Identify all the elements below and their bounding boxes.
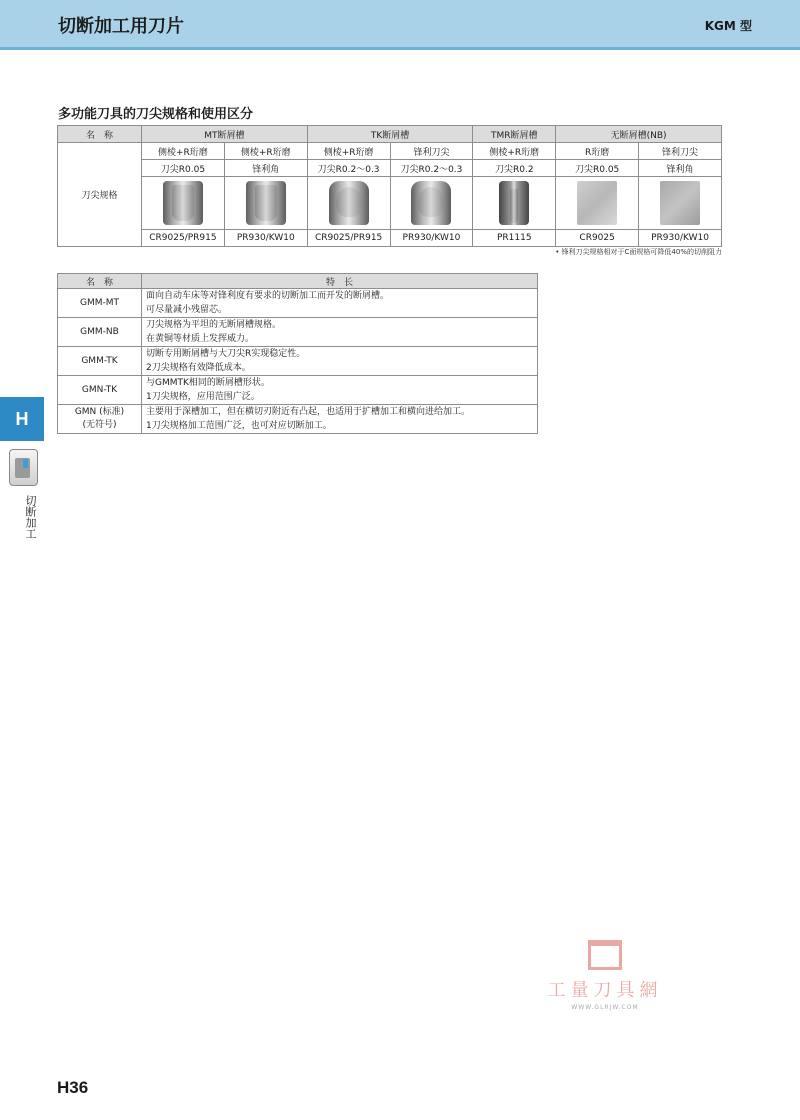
product-type: KGM 型 bbox=[704, 19, 752, 33]
tip-spec-table bbox=[57, 125, 722, 247]
feature-text bbox=[142, 318, 538, 347]
page-number: H36 bbox=[57, 1078, 89, 1097]
tip-spec-cell: 锋利角 bbox=[224, 160, 307, 177]
feature-text bbox=[142, 347, 538, 376]
group-nb: 无断屑槽(NB) bbox=[556, 126, 722, 143]
grade-cell: PR930/KW10 bbox=[390, 230, 473, 247]
feature-line: 在黄铜等材质上发挥威力。 bbox=[146, 334, 255, 344]
insert-image-cell bbox=[556, 177, 639, 230]
section-label: 切断加工 bbox=[24, 495, 37, 539]
group-tk: TK断屑槽 bbox=[307, 126, 473, 143]
feature-text bbox=[142, 376, 538, 405]
footnote: • 锋利刀尖规格相对于C面规格可降低40%的切削阻力 bbox=[555, 248, 722, 256]
edge-spec-cell: 锋利刀尖 bbox=[639, 143, 722, 160]
series-name bbox=[58, 376, 142, 405]
tip-spec-cell: 锋利角 bbox=[639, 160, 722, 177]
watermark-name: 工量刀具網 bbox=[547, 980, 663, 1001]
edge-spec-cell: 侧棱+R珩磨 bbox=[142, 143, 225, 160]
insert-image-cell bbox=[142, 177, 225, 230]
insert-photo bbox=[329, 181, 369, 225]
feature-line: 2刀尖规格有效降低成本。 bbox=[146, 363, 251, 373]
table-row bbox=[58, 405, 538, 434]
series-name-line: GMM-TK bbox=[81, 355, 118, 366]
page-header bbox=[0, 0, 800, 50]
insert-photo bbox=[660, 181, 700, 225]
watermark-logo-icon bbox=[588, 940, 622, 970]
feature-line: 主要用于深槽加工，但在横切刃附近有凸起，也适用于扩槽加工和横向进给加工。 bbox=[146, 407, 471, 417]
grade-cell: PR930/KW10 bbox=[224, 230, 307, 247]
insert-photo bbox=[411, 181, 451, 225]
feature-line: 刀尖规格为平坦的无断屑槽规格。 bbox=[146, 320, 282, 330]
insert-image-cell bbox=[307, 177, 390, 230]
feature-header: 特 长 bbox=[142, 274, 538, 289]
edge-spec-cell: 侧棱+R珩磨 bbox=[307, 143, 390, 160]
insert-photo bbox=[163, 181, 203, 225]
insert-image-cell bbox=[390, 177, 473, 230]
feature-line: 1刀尖规格，应用范围广泛。 bbox=[146, 392, 260, 402]
table-row bbox=[58, 347, 538, 376]
series-name-sub: (无符号) bbox=[82, 420, 117, 430]
series-name bbox=[58, 289, 142, 318]
row-label: 刀尖规格 bbox=[58, 143, 142, 247]
edge-spec-cell: 锋利刀尖 bbox=[390, 143, 473, 160]
header-divider bbox=[0, 47, 800, 50]
series-name bbox=[58, 347, 142, 376]
grade-cell: CR9025/PR915 bbox=[142, 230, 225, 247]
cutoff-tool-icon bbox=[9, 449, 38, 486]
name-header: 名 称 bbox=[58, 126, 142, 143]
insert-image-cell bbox=[224, 177, 307, 230]
feature-text bbox=[142, 405, 538, 434]
table-row bbox=[58, 376, 538, 405]
series-name-line: GMM-MT bbox=[79, 297, 119, 308]
series-name bbox=[58, 405, 142, 434]
edge-spec-cell: 侧棱+R珩磨 bbox=[473, 143, 556, 160]
feature-line: 可尽量减小残留芯。 bbox=[146, 305, 228, 315]
table-row bbox=[58, 318, 538, 347]
tip-spec-cell: 刀尖R0.2～0.3 bbox=[390, 160, 473, 177]
series-name-line: GMN-TK bbox=[81, 384, 118, 395]
name-header: 名 称 bbox=[58, 274, 142, 289]
edge-spec-cell: 侧棱+R珩磨 bbox=[224, 143, 307, 160]
grade-cell: CR9025 bbox=[556, 230, 639, 247]
feature-line: 面向自动车床等对锋利度有要求的切断加工而开发的断屑槽。 bbox=[146, 291, 390, 301]
tip-spec-cell: 刀尖R0.05 bbox=[142, 160, 225, 177]
tip-spec-cell: 刀尖R0.05 bbox=[556, 160, 639, 177]
series-name-line: GMM-NB bbox=[80, 326, 119, 337]
grade-cell: PR930/KW10 bbox=[639, 230, 722, 247]
page-title: 切断加工用刀片 bbox=[58, 16, 184, 37]
table-row bbox=[58, 289, 538, 318]
series-name-line: GMN (标准) bbox=[74, 407, 125, 417]
group-tmr: TMR断屑槽 bbox=[473, 126, 556, 143]
watermark-url: WWW.GLRJW.COM bbox=[571, 1004, 639, 1011]
feature-line: 1刀尖规格加工范围广泛，也可对应切断加工。 bbox=[146, 421, 332, 431]
feature-text bbox=[142, 289, 538, 318]
section-title: 多功能刀具的刀尖规格和使用区分 bbox=[58, 107, 254, 122]
watermark bbox=[540, 940, 670, 1011]
feature-table bbox=[57, 273, 538, 434]
group-mt: MT断屑槽 bbox=[142, 126, 308, 143]
section-tab-h[interactable]: H bbox=[0, 397, 44, 441]
grade-cell: CR9025/PR915 bbox=[307, 230, 390, 247]
insert-image-cell bbox=[473, 177, 556, 230]
insert-image-cell bbox=[639, 177, 722, 230]
tip-spec-cell: 刀尖R0.2 bbox=[473, 160, 556, 177]
feature-line: 与GMMTK相同的断屑槽形状。 bbox=[146, 378, 270, 388]
series-name bbox=[58, 318, 142, 347]
feature-line: 切断专用断屑槽与大刀尖R实现稳定性。 bbox=[146, 349, 306, 359]
insert-photo bbox=[577, 181, 617, 225]
tip-spec-cell: 刀尖R0.2～0.3 bbox=[307, 160, 390, 177]
insert-photo bbox=[246, 181, 286, 225]
insert-photo bbox=[499, 181, 529, 225]
edge-spec-cell: R珩磨 bbox=[556, 143, 639, 160]
grade-cell: PR1115 bbox=[473, 230, 556, 247]
